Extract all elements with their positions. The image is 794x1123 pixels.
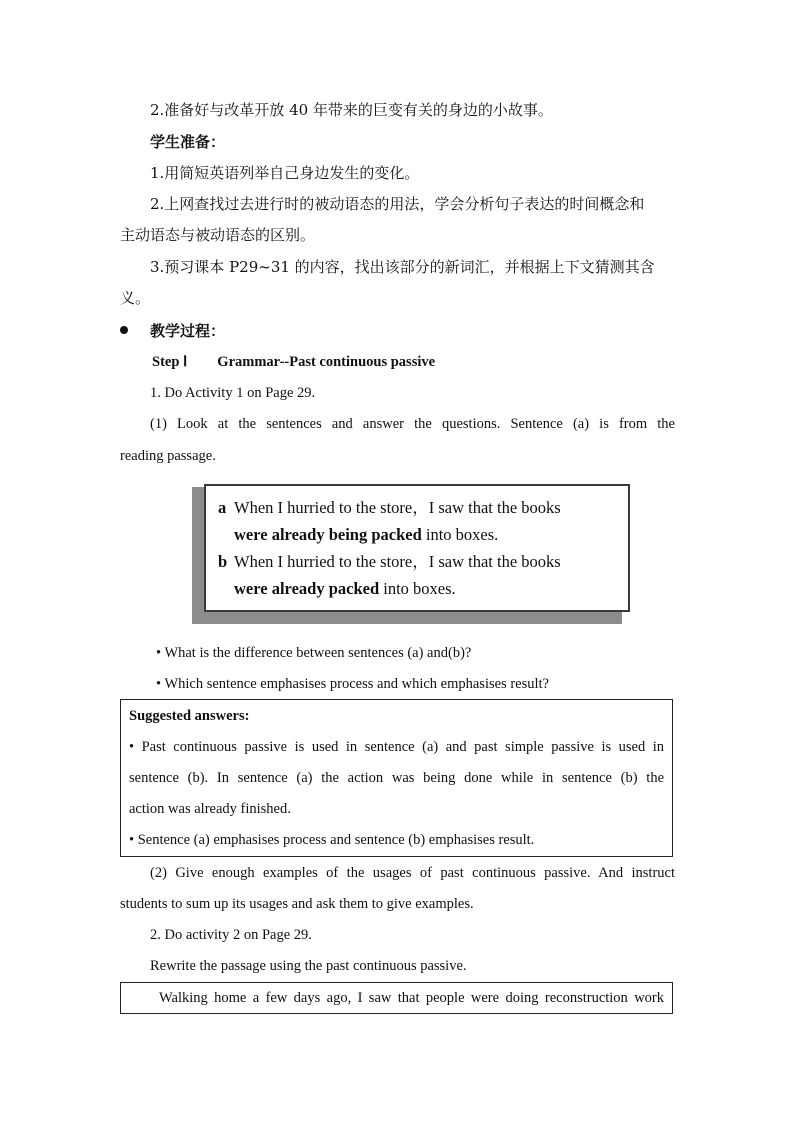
student-prep-item-2-line-2: 主动语态与被动语态的区别。 <box>120 226 316 244</box>
answer-1-line-3: action was already finished. <box>129 801 291 817</box>
question-1: • What is the difference between sentences (a) and(b)? <box>156 645 472 661</box>
passage-line-1: Walking home a few days ago, I saw that people were doing reconstruction work <box>159 990 664 1006</box>
answer-1-line-1: • Past continuous passive is used in sentence (a) and past simple passive is used in <box>129 739 664 755</box>
answer-2: • Sentence (a) emphasises process and sentence (b) emphasises result. <box>129 832 535 848</box>
process-heading-row <box>120 316 675 347</box>
question-2: • Which sentence emphasises process and which emphasises result? <box>156 676 549 692</box>
answer-1-line-2: sentence (b). In sentence (a) the action was being done while in sentence (b) the <box>129 770 664 786</box>
student-prep-item-3-line-2: 义。 <box>120 289 151 307</box>
sentence-a-line-2: were already being packed into boxes. <box>234 525 499 544</box>
rewrite-instruction: Rewrite the passage using the past continuous passive. <box>150 958 467 974</box>
step-title: Grammar--Past continuous passive <box>217 354 436 370</box>
process-heading: 教学过程： <box>150 322 226 340</box>
activity-2: 2. Do activity 2 on Page 29. <box>150 927 312 943</box>
sentence-b-line-1: b When I hurried to the store，I saw that the books <box>218 548 561 575</box>
teacher-prep-item-2: 2.准备好与改革开放 40 年带来的巨变有关的身边的小故事。 <box>150 101 553 119</box>
suggested-answers-heading: Suggested answers: <box>129 708 250 724</box>
student-prep-item-1: 1.用简短英语列举自己身边发生的变化。 <box>150 164 420 182</box>
activity-1: 1. Do Activity 1 on Page 29. <box>150 385 316 401</box>
passage-box <box>120 982 673 1014</box>
example-sentences-figure <box>204 484 630 612</box>
suggested-answers-box <box>120 699 673 857</box>
sentence-a-line-1: a When I hurried to the store，I saw that the books <box>218 494 561 521</box>
student-prep-heading: 学生准备： <box>150 133 226 151</box>
activity-1-part-2-line-2: students to sum up its usages and ask them to give examples. <box>120 896 474 912</box>
sentence-a-label: a <box>218 498 227 517</box>
student-prep-item-3-line-1: 3.预习课本 P29~31 的内容，找出该部分的新词汇，并根据上下文猜测其含 <box>150 258 655 276</box>
activity-1-instruction-line-2: reading passage. <box>120 448 216 464</box>
activity-1-part-2-line-1: (2) Give enough examples of the usages of past continuous passive. And instruct <box>150 865 675 881</box>
sentence-b-label: b <box>218 552 228 571</box>
sentence-b-line-2: were already packed into boxes. <box>234 579 456 598</box>
bullet-dot-icon <box>120 326 128 334</box>
step-label: Step Ⅰ <box>152 354 188 370</box>
activity-1-instruction-line-1: (1) Look at the sentences and answer the questions. Sentence (a) is from the <box>150 416 675 432</box>
step-heading <box>152 348 435 376</box>
student-prep-item-2-line-1: 2.上网查找过去进行时的被动语态的用法，学会分析句子表达的时间概念和 <box>150 195 645 213</box>
